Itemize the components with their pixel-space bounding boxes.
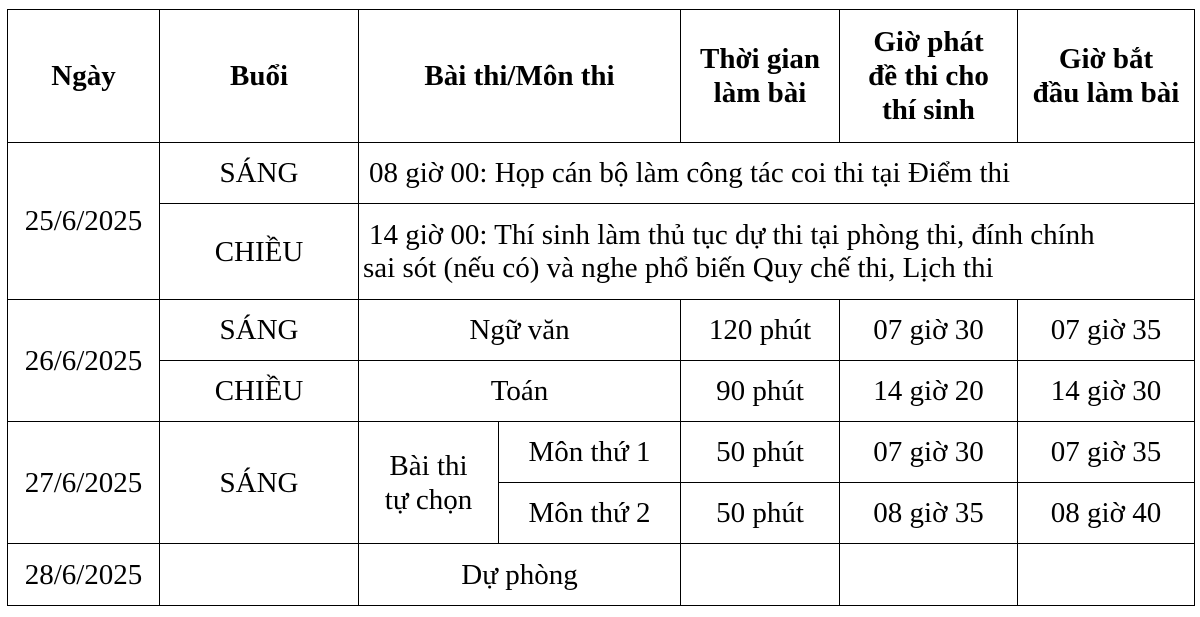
subject-cell: Môn thứ 2 bbox=[499, 483, 681, 544]
header-start-time bbox=[1018, 10, 1195, 143]
start-time-cell: 07 giờ 35 bbox=[1018, 300, 1195, 361]
header-release-time bbox=[840, 10, 1018, 143]
header-duration bbox=[681, 10, 840, 143]
start-time-cell-empty bbox=[1018, 544, 1195, 606]
subject-group-cell bbox=[359, 422, 499, 544]
header-start-line2: đầu làm bài bbox=[1032, 77, 1180, 109]
duration-cell: 50 phút bbox=[681, 483, 840, 544]
release-time-cell: 07 giờ 30 bbox=[840, 422, 1018, 483]
note-line1: 14 giờ 00: Thí sinh làm thủ tục dự thi tại phòng thi, đính chính bbox=[369, 218, 1095, 251]
subject-cell: Môn thứ 1 bbox=[499, 422, 681, 483]
release-time-cell: 14 giờ 20 bbox=[840, 361, 1018, 422]
header-release-line2: đề thi cho bbox=[868, 60, 989, 92]
header-subject: Bài thi/Môn thi bbox=[359, 10, 681, 143]
header-start-line1: Giờ bắt bbox=[1058, 43, 1154, 75]
subject-cell: Ngữ văn bbox=[359, 300, 681, 361]
session-cell: SÁNG bbox=[160, 143, 359, 204]
release-time-cell: 07 giờ 30 bbox=[840, 300, 1018, 361]
header-release-line3: thí sinh bbox=[882, 94, 975, 126]
note-line2: sai sót (nếu có) và nghe phổ biến Quy chế thi, Lịch thi bbox=[363, 251, 994, 284]
duration-cell: 120 phút bbox=[681, 300, 840, 361]
date-cell: 26/6/2025 bbox=[8, 300, 160, 422]
start-time-cell: 08 giờ 40 bbox=[1018, 483, 1195, 544]
subject-group-line2: tự chọn bbox=[384, 483, 473, 516]
session-cell-empty bbox=[160, 544, 359, 606]
session-cell: SÁNG bbox=[160, 300, 359, 361]
header-duration-line1: Thời gian bbox=[699, 43, 821, 75]
note-cell bbox=[359, 204, 1195, 300]
exam-schedule-table bbox=[7, 9, 1195, 606]
duration-cell: 50 phút bbox=[681, 422, 840, 483]
header-row bbox=[8, 10, 1195, 143]
session-cell: CHIỀU bbox=[160, 361, 359, 422]
session-cell: CHIỀU bbox=[160, 204, 359, 300]
date-cell: 25/6/2025 bbox=[8, 143, 160, 300]
header-release-line1: Giờ phát bbox=[873, 26, 984, 58]
subject-cell: Dự phòng bbox=[359, 544, 681, 606]
start-time-cell: 14 giờ 30 bbox=[1018, 361, 1195, 422]
release-time-cell-empty bbox=[840, 544, 1018, 606]
subject-cell: Toán bbox=[359, 361, 681, 422]
table-row bbox=[8, 143, 1195, 204]
subject-group-line1: Bài thi bbox=[389, 449, 468, 482]
release-time-cell: 08 giờ 35 bbox=[840, 483, 1018, 544]
table-row bbox=[8, 361, 1195, 422]
header-duration-line2: làm bài bbox=[713, 77, 807, 109]
header-session: Buổi bbox=[160, 10, 359, 143]
table-row bbox=[8, 422, 1195, 483]
date-cell: 28/6/2025 bbox=[8, 544, 160, 606]
table-row bbox=[8, 204, 1195, 300]
duration-cell-empty bbox=[681, 544, 840, 606]
date-cell: 27/6/2025 bbox=[8, 422, 160, 544]
table-row bbox=[8, 544, 1195, 606]
table-row bbox=[8, 300, 1195, 361]
session-cell: SÁNG bbox=[160, 422, 359, 544]
duration-cell: 90 phút bbox=[681, 361, 840, 422]
note-cell: 08 giờ 00: Họp cán bộ làm công tác coi thi tại Điểm thi bbox=[359, 143, 1195, 204]
header-date: Ngày bbox=[8, 10, 160, 143]
start-time-cell: 07 giờ 35 bbox=[1018, 422, 1195, 483]
